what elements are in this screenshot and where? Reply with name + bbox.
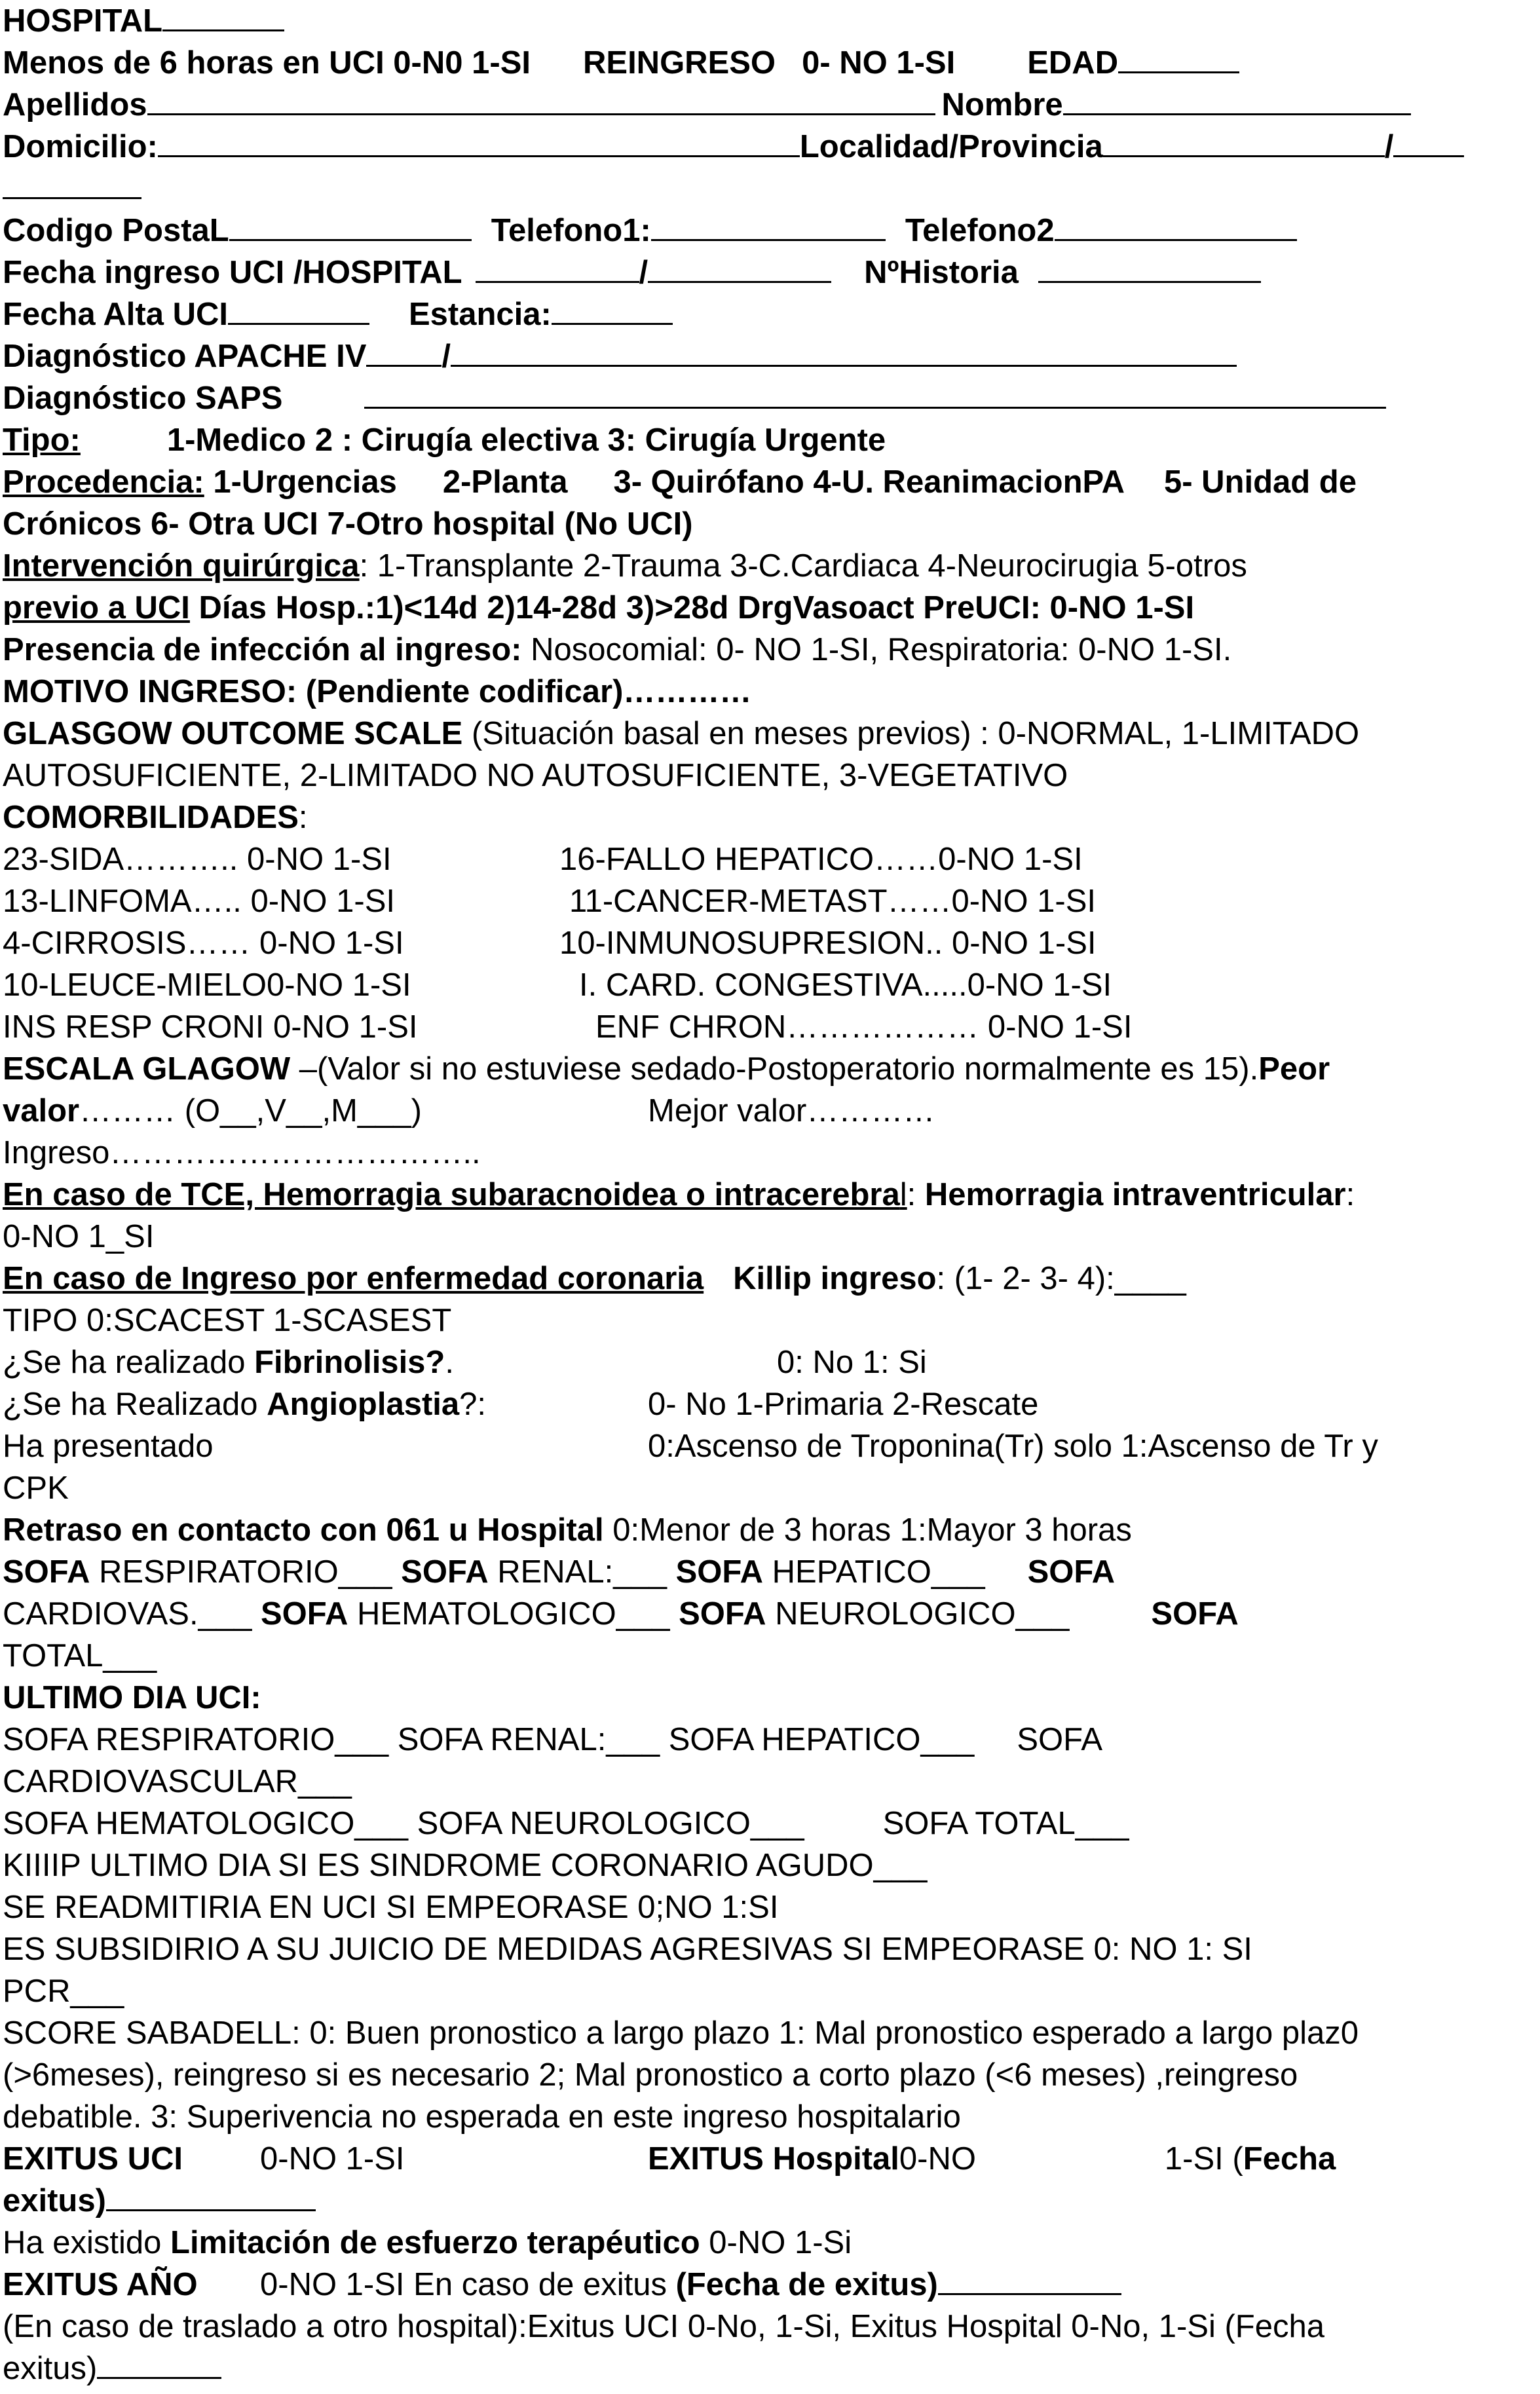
- exitus-ano-label: EXITUS AÑO: [3, 2267, 198, 2302]
- sofa-total-prefix: SOFA: [1151, 1596, 1239, 1632]
- sofa-cardio-label: CARDIOVAS.___: [3, 1596, 261, 1632]
- line-comorb-2: [3, 880, 1533, 922]
- exitus-hospital-label: EXITUS Hospital: [648, 2141, 899, 2177]
- exitus-ano-fecha-label: (Fecha de exitus): [675, 2267, 938, 2302]
- linfoma-item: 13-LINFOMA….. 0-NO 1-SI: [3, 884, 396, 919]
- line-exitus-date: [3, 2180, 1533, 2222]
- troponina-options-cont: CPK: [3, 1470, 69, 1506]
- line-discharge: [3, 293, 1533, 335]
- traslado-date-field[interactable]: [97, 2348, 221, 2379]
- reingreso-label: REINGRESO: [583, 45, 776, 81]
- angioplastia-options: 0- No 1-Primaria 2-Rescate: [648, 1387, 1039, 1422]
- nombre-field[interactable]: [1063, 84, 1411, 115]
- troponina-options: 0:Ascenso de Troponina(Tr) solo 1:Ascenso de Tr y: [648, 1429, 1378, 1464]
- line-saps: [3, 377, 1533, 419]
- historia-label: NºHistoria: [864, 255, 1019, 290]
- line-procedencia-cont: [3, 503, 1533, 545]
- sofa-neuro-label: NEUROLOGICO___: [766, 1596, 1070, 1632]
- saps-label: Diagnóstico SAPS: [3, 381, 283, 416]
- line-angioplastia: [3, 1383, 1533, 1425]
- line-gos-cont: [3, 755, 1533, 796]
- ultimo-dia-uci-label: ULTIMO DIA UCI:: [3, 1680, 261, 1715]
- tce-label: En caso de TCE, Hemorragia subaracnoidea o intracerebra: [3, 1177, 900, 1212]
- edad-label: EDAD: [1027, 45, 1119, 81]
- line-ultimo-sofa-1: [3, 1719, 1533, 1761]
- line-tce-options: [3, 1216, 1533, 1258]
- exitus-ano-fecha-field[interactable]: [938, 2264, 1121, 2295]
- glasgow-ingreso-field[interactable]: Ingreso……………………………..: [3, 1135, 481, 1170]
- ultimo-sofa-total: SOFA TOTAL___: [882, 1806, 1129, 1841]
- previo-uci-label: previo a UCI: [3, 590, 190, 626]
- traslado-date-label: exitus): [3, 2351, 98, 2386]
- coronaria-label: En caso de Ingreso por enfermedad coronaria: [3, 1261, 704, 1296]
- line-fibrinolisis: [3, 1341, 1533, 1383]
- icc-item: I. CARD. CONGESTIVA.....0-NO 1-SI: [579, 967, 1112, 1003]
- sofa-cardio-prefix: SOFA: [1027, 1554, 1116, 1590]
- apache-desc-field[interactable]: [451, 336, 1237, 367]
- line-pcr: [3, 1970, 1533, 2012]
- procedencia-opt-2: 2-Planta: [442, 464, 568, 500]
- exitus-date-field[interactable]: [106, 2180, 316, 2211]
- line-motivo: [3, 671, 1533, 713]
- cancer-metast-item: 11-CANCER-METAST……0-NO 1-SI: [569, 884, 1097, 919]
- line-phones: [3, 210, 1533, 252]
- sofa-renal-label: RENAL:___: [488, 1554, 676, 1590]
- escala-glasgow-label: ESCALA GLAGOW: [3, 1051, 291, 1087]
- line-tipo-sca: [3, 1300, 1533, 1341]
- telefono1-label: Telefono1:: [491, 213, 651, 248]
- line-glasgow: [3, 1048, 1533, 1090]
- exitus-uci-options: 0-NO 1-SI: [260, 2141, 405, 2177]
- hemorragia-iv-colon: :: [1345, 1177, 1355, 1212]
- angioplastia-label: Angioplastia: [267, 1387, 460, 1422]
- procedencia-cont: Crónicos 6- Otra UCI 7-Otro hospital (No UCI): [3, 506, 693, 542]
- sofa-hep-label: HEPATICO___: [763, 1554, 985, 1590]
- exitus-date-label: exitus): [3, 2183, 106, 2218]
- line-intervencion: [3, 545, 1533, 587]
- line-tipo: [3, 419, 1533, 461]
- line-glasgow-values: [3, 1090, 1533, 1132]
- apellidos-field[interactable]: [147, 84, 935, 115]
- line-subsidiario: [3, 1928, 1533, 1970]
- procedencia-opt-3-4: 3- Quirófano 4-U. ReanimacionPA: [613, 464, 1125, 500]
- fecha-alta-label: Fecha Alta UCI: [3, 297, 228, 332]
- hospital-field[interactable]: [162, 1, 284, 31]
- peor-label: Peor: [1258, 1051, 1330, 1087]
- killip-ultimo-label: KIIIIP ULTIMO DIA SI ES SINDROME CORONARIO AGUDO___: [3, 1848, 928, 1883]
- inmunosupresion-item: 10-INMUNOSUPRESION.. 0-NO 1-SI: [559, 926, 1097, 961]
- sida-label: 23-SIDA………..: [3, 842, 248, 877]
- infeccion-options: Nosocomial: 0- NO 1-SI, Respiratoria: 0-NO 1-SI.: [521, 632, 1232, 667]
- line-sabadell-2: [3, 2054, 1533, 2096]
- localidad-slash: /: [1384, 129, 1394, 164]
- codigo-postal-field[interactable]: [229, 210, 472, 241]
- line-comorb-4: [3, 964, 1533, 1006]
- procedencia-opt-1: 1-Urgencias: [204, 464, 397, 500]
- tce-label-end: l: [899, 1177, 907, 1212]
- hemorragia-iv-options: 0-NO 1_SI: [3, 1219, 155, 1254]
- line-troponina: [3, 1425, 1533, 1467]
- line-sabadell-1: [3, 2012, 1533, 2054]
- ins-resp-item: INS RESP CRONI 0-NO 1-SI: [3, 1009, 418, 1045]
- apache-label: Diagnóstico APACHE IV: [3, 339, 367, 374]
- line-ultimo-dia: [3, 1677, 1533, 1719]
- sofa-renal-prefix: SOFA: [401, 1554, 489, 1590]
- fibrinolisis-options: 0: No 1: Si: [777, 1345, 927, 1380]
- fibrinolisis-label: Fibrinolisis?: [254, 1345, 445, 1380]
- sida-options: 0-NO 1-SI: [247, 842, 392, 877]
- procedencia-label: Procedencia:: [3, 464, 204, 500]
- sofa-hemato-prefix: SOFA: [260, 1596, 348, 1632]
- fecha-ingreso-uci-field[interactable]: [476, 252, 639, 283]
- hospital-label: HOSPITAL: [3, 3, 163, 39]
- line-traslado: [3, 2306, 1533, 2347]
- telefono1-field[interactable]: [651, 210, 886, 241]
- localidad-field[interactable]: [1103, 126, 1385, 157]
- fecha-ingreso-label: Fecha ingreso UCI /HOSPITAL: [3, 255, 462, 290]
- gos-options-cont: AUTOSUFICIENTE, 2-LIMITADO NO AUTOSUFICIENTE, 3-VEGETATIVO: [3, 758, 1068, 793]
- line-infeccion: [3, 629, 1533, 671]
- edad-field[interactable]: [1118, 43, 1239, 73]
- reingreso-options: 0- NO 1-SI: [802, 45, 956, 81]
- apache-slash: /: [441, 339, 451, 374]
- retraso-label: Retraso en contacto con 061 u Hospital: [3, 1512, 604, 1548]
- exitus-uci-label: EXITUS UCI: [3, 2141, 183, 2177]
- killip-options[interactable]: : (1- 2- 3- 4):____: [936, 1261, 1186, 1296]
- address-cont-field[interactable]: [3, 168, 141, 199]
- exitus-hospital-si: 1-SI (: [1164, 2141, 1243, 2177]
- tipo-options: 1-Medico 2 : Cirugía electiva 3: Cirugía Urgente: [166, 422, 886, 458]
- sofa-resp-label: RESPIRATORIO___: [90, 1554, 402, 1590]
- line-sofa-1: [3, 1551, 1533, 1593]
- readmitiria-label: SE READMITIRIA EN UCI SI EMPEORASE 0;NO 1:SI: [3, 1890, 779, 1925]
- domicilio-label: Domicilio:: [3, 129, 158, 164]
- sabadell-text-1: SCORE SABADELL: 0: Buen pronostico a largo plazo 1: Mal pronostico esperado a largo plaz0: [3, 2015, 1359, 2051]
- line-gos: [3, 713, 1533, 755]
- pcr-label: PCR___: [3, 1973, 124, 2009]
- traslado-label: (En caso de traslado a otro hospital):Exitus UCI 0-No, 1-Si, Exitus Hospital 0-No, 1-Si (Fecha: [3, 2309, 1324, 2344]
- sofa-resp-prefix: SOFA: [3, 1554, 90, 1590]
- mejor-valor-field[interactable]: Mejor valor…………: [648, 1093, 935, 1129]
- fallo-hepatico-item: 16-FALLO HEPATICO……0-NO 1-SI: [559, 842, 1083, 877]
- gos-options: (Situación basal en meses previos) : 0-NORMAL, 1-LIMITADO: [462, 716, 1360, 751]
- line-exitus: [3, 2138, 1533, 2180]
- telefono2-label: Telefono2: [905, 213, 1055, 248]
- peor-valor-field[interactable]: ……… (O__,V__,M___): [79, 1093, 422, 1129]
- line-sabadell-3: [3, 2096, 1533, 2138]
- comorbilidades-label: COMORBILIDADES: [3, 800, 299, 835]
- exitus-hospital-no: 0-NO: [899, 2141, 976, 2177]
- line-sofa-2: [3, 1593, 1533, 1635]
- line-let: [3, 2222, 1533, 2264]
- ultimo-sofa-cardio-label: CARDIOVASCULAR___: [3, 1764, 352, 1799]
- tipo-sca-options: TIPO 0:SCACEST 1-SCASEST: [3, 1303, 452, 1338]
- provincia-field[interactable]: [1393, 126, 1464, 157]
- line-hospital: [3, 0, 1533, 42]
- line-tce: [3, 1174, 1533, 1216]
- historia-field[interactable]: [1038, 252, 1261, 283]
- nombre-label: Nombre: [941, 87, 1063, 122]
- let-options: 0-NO 1-Si: [700, 2225, 852, 2260]
- tipo-label: Tipo:: [3, 422, 81, 458]
- leucemia-item: 10-LEUCE-MIELO0-NO 1-SI: [3, 967, 411, 1003]
- saps-field[interactable]: [364, 378, 1386, 409]
- estancia-field[interactable]: [552, 294, 673, 325]
- line-retraso: [3, 1509, 1533, 1551]
- fibrinolisis-question: ¿Se ha realizado: [3, 1345, 255, 1380]
- tce-colon: :: [907, 1177, 925, 1212]
- cirrosis-item: 4-CIRROSIS…… 0-NO 1-SI: [3, 926, 404, 961]
- line-address: [3, 126, 1533, 168]
- ultimo-sofa-items: SOFA RESPIRATORIO___ SOFA RENAL:___ SOFA HEPATICO___: [3, 1722, 975, 1757]
- line-comorb-3: [3, 922, 1533, 964]
- line-coronaria: [3, 1258, 1533, 1300]
- subsidiario-label: ES SUBSIDIRIO A SU JUICIO DE MEDIDAS AGRESIVAS SI EMPEORASE 0: NO 1: SI: [3, 1932, 1252, 1967]
- line-glasgow-ingreso: [3, 1132, 1533, 1174]
- gos-label: GLASGOW OUTCOME SCALE: [3, 716, 463, 751]
- line-ultimo-sofa-2: [3, 1761, 1533, 1803]
- line-troponina-cont: [3, 1467, 1533, 1509]
- fecha-ingreso-hospital-field[interactable]: [648, 252, 831, 283]
- line-address-cont: [3, 168, 1533, 210]
- sofa-hemato-label: HEMATOLOGICO___: [348, 1596, 679, 1632]
- estancia-label: Estancia:: [408, 297, 552, 332]
- valor-label: valor: [3, 1093, 80, 1129]
- line-killip-ultimo: [3, 1844, 1533, 1886]
- angioplastia-colon: ?:: [459, 1387, 487, 1422]
- let-label: Limitación de esfuerzo terapéutico: [170, 2225, 700, 2260]
- sofa-neuro-prefix: SOFA: [679, 1596, 766, 1632]
- localidad-label: Localidad/Provincia: [799, 129, 1103, 164]
- hemorragia-iv-label: Hemorragia intraventricular: [924, 1177, 1346, 1212]
- line-readmitiria: [3, 1886, 1533, 1928]
- line-procedencia: [3, 461, 1533, 503]
- under-6h-label: Menos de 6 horas en UCI 0-N0 1-SI: [3, 45, 531, 81]
- angioplastia-question: ¿Se ha Realizado: [3, 1387, 267, 1422]
- line-sofa-3: [3, 1635, 1533, 1677]
- ha-presentado-label: Ha presentado: [3, 1429, 214, 1464]
- motivo-ingreso-label: MOTIVO INGRESO: (Pendiente codificar)…………: [3, 674, 752, 709]
- line-name: [3, 84, 1533, 126]
- line-comorb-1: [3, 838, 1533, 880]
- comorbilidades-colon: :: [298, 800, 308, 835]
- ultimo-sofa-hemato-neuro: SOFA HEMATOLOGICO___ SOFA NEUROLOGICO___: [3, 1806, 804, 1841]
- fecha-label: Fecha: [1243, 2141, 1336, 2177]
- fecha-alta-field[interactable]: [228, 294, 369, 325]
- sabadell-text-3: debatible. 3: Superivencia no esperada en este ingreso hospitalario: [3, 2099, 961, 2135]
- sofa-total-label: TOTAL___: [3, 1638, 157, 1674]
- infeccion-label: Presencia de infección al ingreso:: [3, 632, 522, 667]
- sabadell-text-2: (>6meses), reingreso si es necesario 2; Mal pronostico a corto plazo (<6 meses) ,reingreso: [3, 2057, 1298, 2093]
- line-admission-date: [3, 252, 1533, 293]
- line-dias-hosp: [3, 587, 1533, 629]
- enf-chron-item: ENF CHRON……………… 0-NO 1-SI: [595, 1009, 1133, 1045]
- procedencia-opt-5: 5- Unidad de: [1163, 464, 1357, 500]
- intervencion-options: : 1-Transplante 2-Trauma 3-C.Cardiaca 4-Neurocirugia 5-otros: [359, 548, 1247, 584]
- ultimo-sofa-cardio-prefix: SOFA: [1017, 1722, 1103, 1757]
- line-comorbilidades: [3, 796, 1533, 838]
- fecha-ingreso-slash: /: [639, 255, 648, 290]
- glasgow-note: –(Valor si no estuviese sedado-Postoperatorio normalmente es 15).: [290, 1051, 1259, 1087]
- retraso-options: 0:Menor de 3 horas 1:Mayor 3 horas: [603, 1512, 1132, 1548]
- line-comorb-5: [3, 1006, 1533, 1048]
- exitus-ano-options: 0-NO 1-SI En caso de exitus: [260, 2267, 676, 2302]
- codigo-postal-label: Codigo PostaL: [3, 213, 229, 248]
- killip-label: Killip ingreso: [733, 1261, 937, 1296]
- apellidos-label: Apellidos: [3, 87, 147, 122]
- fibrinolisis-dot: .: [445, 1345, 454, 1380]
- intervencion-label: Intervención quirúrgica: [3, 548, 360, 584]
- line-apache: [3, 335, 1533, 377]
- domicilio-field[interactable]: [158, 126, 800, 157]
- line-readmission: [3, 42, 1533, 84]
- sofa-hep-prefix: SOFA: [675, 1554, 764, 1590]
- let-question: Ha existido: [3, 2225, 171, 2260]
- line-exitus-ano: [3, 2264, 1533, 2306]
- dias-hosp-options: Días Hosp.:1)<14d 2)14-28d 3)>28d DrgVasoact PreUCI: 0-NO 1-SI: [189, 590, 1195, 626]
- apache-code-field[interactable]: [366, 336, 441, 367]
- telefono2-field[interactable]: [1055, 210, 1297, 241]
- line-ultimo-sofa-3: [3, 1803, 1533, 1844]
- line-traslado-date: [3, 2347, 1533, 2389]
